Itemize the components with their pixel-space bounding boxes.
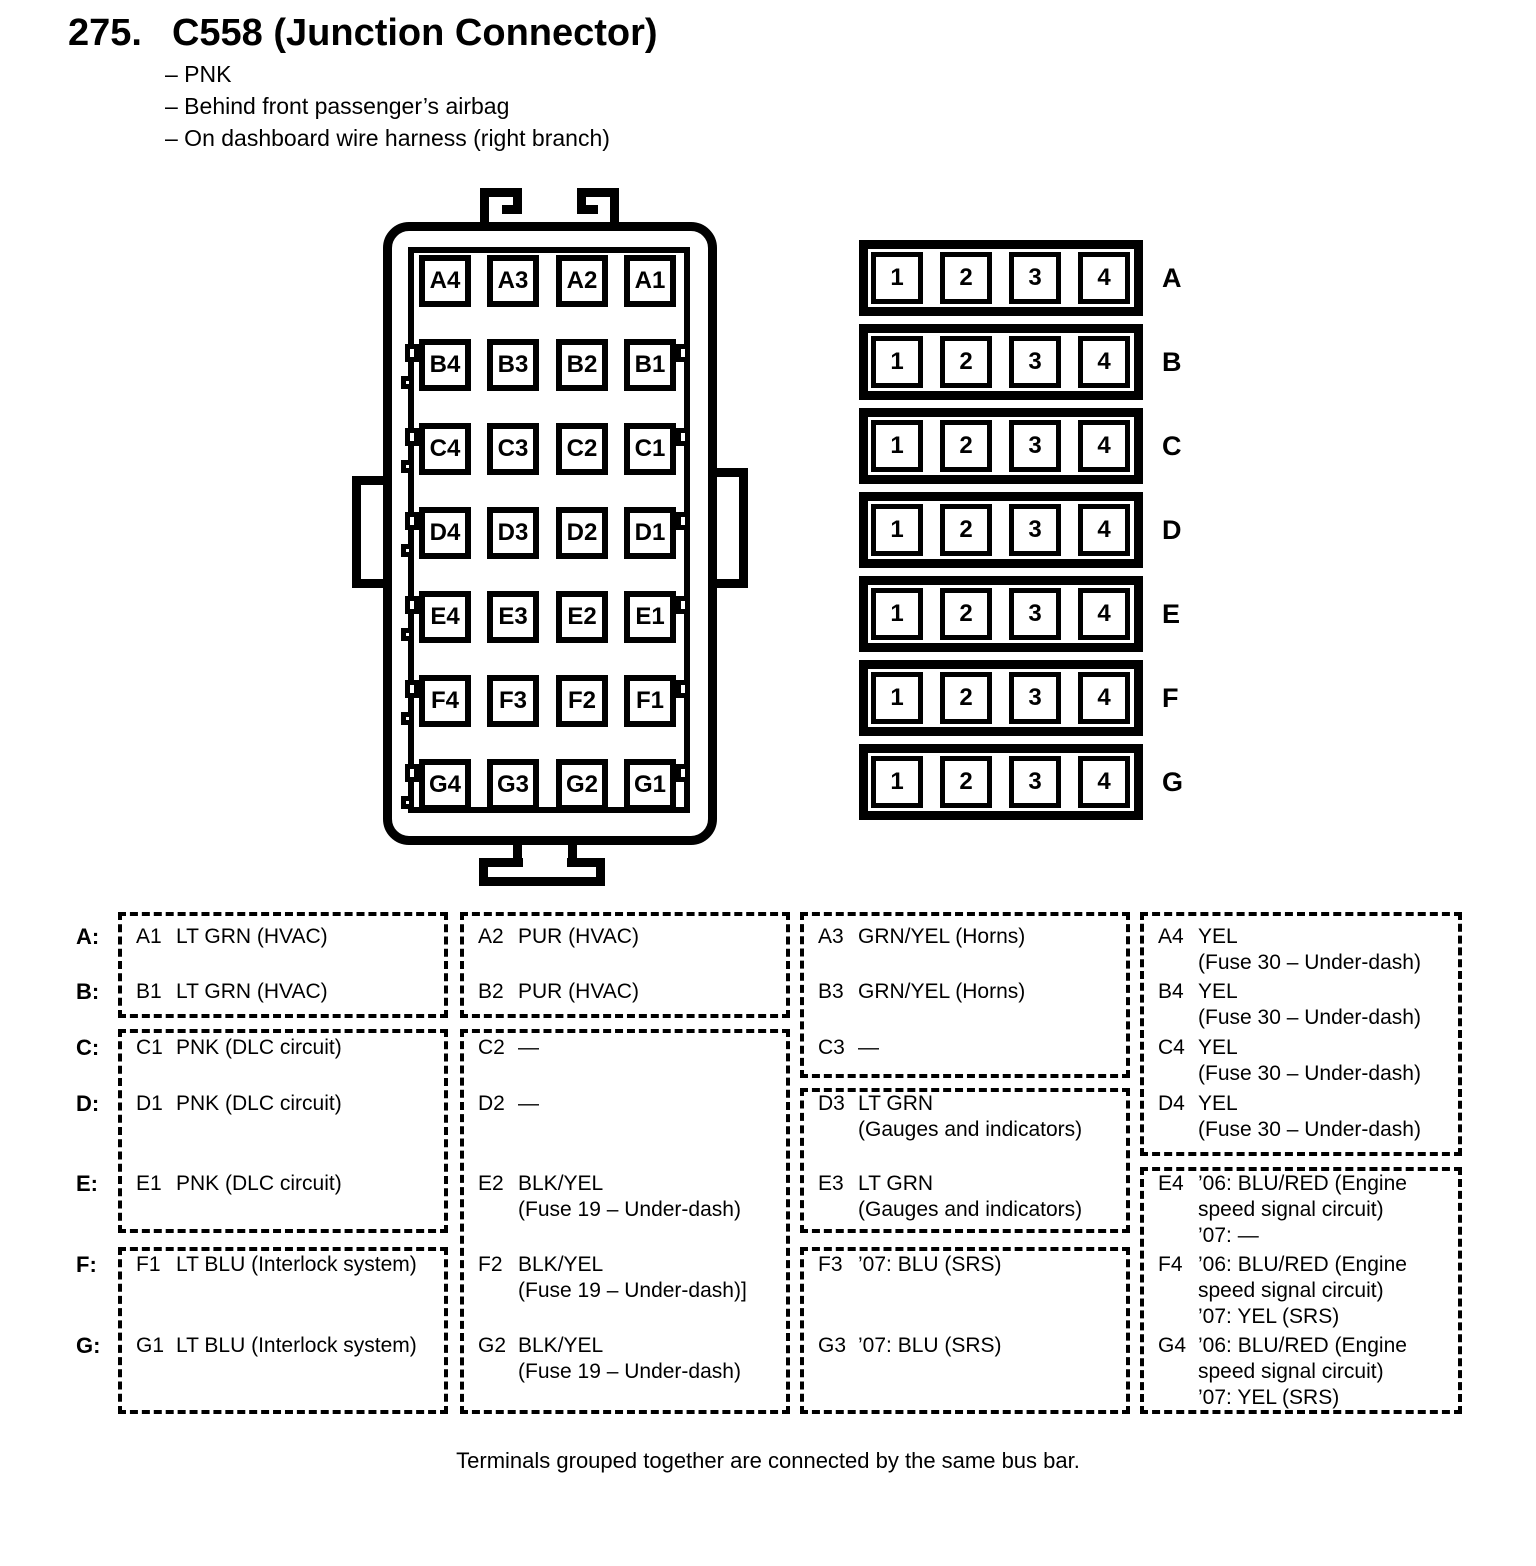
terminal-code: D1 — [136, 1092, 163, 1115]
rear-row-letter-E: E — [1162, 599, 1181, 629]
front-cell-D2: D2 — [556, 507, 608, 559]
terminal-code: A3 — [818, 925, 844, 948]
front-cell-F2: F2 — [556, 675, 608, 727]
terminal-code: C3 — [818, 1036, 845, 1059]
bus-entry-B1 — [136, 979, 328, 1005]
terminal-desc: BLK/YEL (Fuse 19 – Under-dash) — [518, 1334, 741, 1383]
rear-cell-D1: 1 — [871, 504, 923, 556]
terminal-desc: LT BLU (Interlock system) — [176, 1253, 417, 1276]
terminal-desc: LT GRN (Gauges and indicators) — [858, 1172, 1083, 1221]
terminal-code: C2 — [478, 1036, 505, 1059]
rear-cell-F1: 1 — [871, 672, 923, 724]
terminal-code: F2 — [478, 1253, 503, 1276]
terminal-code: G2 — [478, 1334, 507, 1357]
page-title — [68, 12, 658, 55]
terminal-desc: LT BLU (Interlock system) — [176, 1334, 417, 1357]
rear-cell-C3: 3 — [1009, 420, 1061, 472]
terminal-desc: ’06: BLU/RED (Engine speed signal circuit) ’07: YEL (SRS) — [1198, 1334, 1407, 1409]
front-cell-G4: G4 — [419, 759, 471, 811]
terminal-desc: BLK/YEL (Fuse 19 – Under-dash) — [518, 1172, 741, 1221]
front-cell-A3: A3 — [487, 255, 539, 307]
front-cell-C4: C4 — [419, 423, 471, 475]
front-cell-A4: A4 — [419, 255, 471, 307]
mount-bracket-right — [716, 579, 748, 588]
terminal-tab-nub — [676, 428, 690, 446]
rear-cell-E3: 3 — [1009, 588, 1061, 640]
terminal-desc: ’07: BLU (SRS) — [858, 1334, 1002, 1357]
terminal-code: A2 — [478, 925, 504, 948]
rear-cell-B2: 2 — [940, 336, 992, 388]
front-cell-D1: D1 — [624, 507, 676, 559]
bus-entry-E3 — [818, 1171, 1082, 1223]
rear-cell-G4: 4 — [1078, 756, 1130, 808]
bus-row-label-D: D: — [76, 1091, 100, 1116]
terminal-tab-nub — [676, 512, 690, 530]
terminal-desc: PUR (HVAC) — [518, 925, 639, 948]
bus-row-label-F: F: — [76, 1252, 97, 1277]
terminal-tab-nub — [405, 344, 419, 362]
terminal-desc: LT GRN (HVAC) — [176, 925, 328, 948]
terminal-desc: YEL (Fuse 30 – Under-dash) — [1198, 925, 1421, 974]
front-cell-F1: F1 — [624, 675, 676, 727]
rear-row-letter-F: F — [1162, 683, 1179, 713]
terminal-code: D4 — [1158, 1092, 1185, 1115]
front-cell-B2: B2 — [556, 339, 608, 391]
bus-entry-E2 — [478, 1171, 741, 1223]
terminal-tab-nub — [676, 596, 690, 614]
front-cell-E2: E2 — [556, 591, 608, 643]
figure-number: 275. — [68, 12, 142, 54]
bus-entry-A2 — [478, 924, 639, 950]
bus-entry-B3 — [818, 979, 1025, 1005]
terminal-code: B4 — [1158, 980, 1184, 1003]
connector-notes — [165, 58, 610, 154]
mount-foot — [513, 845, 577, 858]
terminal-code: F4 — [1158, 1253, 1183, 1276]
wall-notch — [401, 628, 414, 641]
terminal-desc: YEL (Fuse 30 – Under-dash) — [1198, 1036, 1421, 1085]
note-wire-color: – PNK — [165, 61, 232, 87]
bus-entry-G2 — [478, 1333, 741, 1385]
front-cell-D4: D4 — [419, 507, 471, 559]
terminal-desc: ’06: BLU/RED (Engine speed signal circuit) ’07: — — [1198, 1172, 1407, 1247]
front-cell-E4: E4 — [419, 591, 471, 643]
wall-notch — [401, 796, 414, 809]
front-cell-E3: E3 — [487, 591, 539, 643]
front-cell-D3: D3 — [487, 507, 539, 559]
connector-name: C558 (Junction Connector) — [171, 12, 658, 54]
rear-row-letter-A: A — [1162, 263, 1182, 293]
terminal-code: C4 — [1158, 1036, 1185, 1059]
bus-entry-G3 — [818, 1333, 1002, 1359]
rear-cell-B1: 1 — [871, 336, 923, 388]
front-cell-A2: A2 — [556, 255, 608, 307]
wall-notch — [401, 376, 414, 389]
bus-row-label-B: B: — [76, 979, 100, 1004]
bus-entry-G1 — [136, 1333, 417, 1359]
top-latch-right — [586, 205, 598, 214]
terminal-tab-nub — [405, 596, 419, 614]
rear-cell-A2: 2 — [940, 252, 992, 304]
rear-cell-A4: 4 — [1078, 252, 1130, 304]
note-harness: – On dashboard wire harness (right branch) — [165, 125, 610, 151]
terminal-code: A4 — [1158, 925, 1184, 948]
bus-entry-D2 — [478, 1091, 539, 1117]
wall-notch — [401, 544, 414, 557]
rear-cell-F2: 2 — [940, 672, 992, 724]
terminal-code: G4 — [1158, 1334, 1187, 1357]
bus-entry-F2 — [478, 1252, 747, 1304]
rear-cell-D2: 2 — [940, 504, 992, 556]
terminal-desc: BLK/YEL (Fuse 19 – Under-dash)] — [518, 1253, 747, 1302]
terminal-code: B2 — [478, 980, 504, 1003]
bus-entry-A3 — [818, 924, 1025, 950]
terminal-desc: — — [518, 1092, 539, 1115]
terminal-code: G1 — [136, 1334, 165, 1357]
bus-row-label-E: E: — [76, 1171, 98, 1196]
mount-bracket-left — [352, 579, 384, 588]
rear-cell-D4: 4 — [1078, 504, 1130, 556]
terminal-code: E3 — [818, 1172, 844, 1195]
terminal-code: E1 — [136, 1172, 162, 1195]
mount-foot — [523, 858, 567, 867]
terminal-code: A1 — [136, 925, 162, 948]
mount-bracket-right — [739, 468, 748, 588]
terminal-tab-nub — [405, 680, 419, 698]
bus-entry-B2 — [478, 979, 639, 1005]
front-cell-B3: B3 — [487, 339, 539, 391]
bus-entry-E4 — [1158, 1171, 1407, 1249]
front-cell-F3: F3 — [487, 675, 539, 727]
bus-row-label-G: G: — [76, 1333, 101, 1358]
terminal-desc: PNK (DLC circuit) — [176, 1036, 342, 1059]
front-cell-C3: C3 — [487, 423, 539, 475]
rear-cell-G1: 1 — [871, 756, 923, 808]
bus-entry-A4 — [1158, 924, 1421, 976]
bus-entry-F1 — [136, 1252, 417, 1278]
front-cell-A1: A1 — [624, 255, 676, 307]
rear-row-letter-D: D — [1162, 515, 1182, 545]
rear-cell-E4: 4 — [1078, 588, 1130, 640]
terminal-desc: — — [518, 1036, 539, 1059]
rear-cell-A1: 1 — [871, 252, 923, 304]
terminal-desc: PNK (DLC circuit) — [176, 1172, 342, 1195]
bus-row-label-C: C: — [76, 1035, 100, 1060]
rear-cell-E1: 1 — [871, 588, 923, 640]
terminal-code: F1 — [136, 1253, 161, 1276]
bus-entry-F3 — [818, 1252, 1002, 1278]
terminal-code: G3 — [818, 1334, 847, 1357]
terminal-desc: ’06: BLU/RED (Engine speed signal circuit) ’07: YEL (SRS) — [1198, 1253, 1407, 1328]
rear-cell-C2: 2 — [940, 420, 992, 472]
note-location: – Behind front passenger’s airbag — [165, 93, 510, 119]
top-latch-left — [513, 188, 522, 214]
front-cell-C1: C1 — [624, 423, 676, 475]
front-cell-E1: E1 — [624, 591, 676, 643]
bus-entry-A1 — [136, 924, 328, 950]
bus-row-label-A: A: — [76, 924, 100, 949]
front-cell-B4: B4 — [419, 339, 471, 391]
terminal-code: D3 — [818, 1092, 845, 1115]
front-cell-C2: C2 — [556, 423, 608, 475]
top-latch-left — [502, 205, 514, 214]
front-cell-G1: G1 — [624, 759, 676, 811]
mount-bracket-left — [352, 476, 361, 588]
front-cell-B1: B1 — [624, 339, 676, 391]
terminal-desc: GRN/YEL (Horns) — [858, 980, 1026, 1003]
rear-row-letter-C: C — [1162, 431, 1182, 461]
bus-entry-E1 — [136, 1171, 342, 1197]
bus-entry-D3 — [818, 1091, 1082, 1143]
rear-row-letter-G: G — [1162, 767, 1184, 797]
wall-notch — [401, 712, 414, 725]
terminal-desc: YEL (Fuse 30 – Under-dash) — [1198, 980, 1421, 1029]
rear-cell-A3: 3 — [1009, 252, 1061, 304]
terminal-tab-nub — [405, 764, 419, 782]
rear-cell-F3: 3 — [1009, 672, 1061, 724]
bus-entry-D1 — [136, 1091, 342, 1117]
rear-row-letter-B: B — [1162, 347, 1182, 377]
rear-cell-C1: 1 — [871, 420, 923, 472]
front-cell-G3: G3 — [487, 759, 539, 811]
terminal-desc: LT GRN (HVAC) — [176, 980, 328, 1003]
terminal-code: E2 — [478, 1172, 504, 1195]
terminal-code: B3 — [818, 980, 844, 1003]
rear-cell-B4: 4 — [1078, 336, 1130, 388]
rear-cell-E2: 2 — [940, 588, 992, 640]
terminal-tab-nub — [676, 764, 690, 782]
bus-entry-B4 — [1158, 979, 1421, 1031]
bus-entry-C2 — [478, 1035, 539, 1061]
rear-cell-F4: 4 — [1078, 672, 1130, 724]
bus-entry-D4 — [1158, 1091, 1421, 1143]
front-cell-G2: G2 — [556, 759, 608, 811]
terminal-tab-nub — [676, 680, 690, 698]
bus-entry-G4 — [1158, 1333, 1407, 1411]
terminal-code: F3 — [818, 1253, 843, 1276]
terminal-tab-nub — [405, 428, 419, 446]
terminal-code: C1 — [136, 1036, 163, 1059]
terminal-desc: PNK (DLC circuit) — [176, 1092, 342, 1115]
terminal-code: B1 — [136, 980, 162, 1003]
rear-cell-G2: 2 — [940, 756, 992, 808]
terminal-desc: LT GRN (Gauges and indicators) — [858, 1092, 1083, 1141]
bus-bar-footnote: Terminals grouped together are connected by the same bus bar. — [456, 1448, 1080, 1473]
terminal-desc: PUR (HVAC) — [518, 980, 639, 1003]
terminal-desc: ’07: BLU (SRS) — [858, 1253, 1002, 1276]
rear-cell-C4: 4 — [1078, 420, 1130, 472]
rear-cell-G3: 3 — [1009, 756, 1061, 808]
terminal-desc: YEL (Fuse 30 – Under-dash) — [1198, 1092, 1421, 1141]
bus-entry-C4 — [1158, 1035, 1421, 1087]
rear-cell-B3: 3 — [1009, 336, 1061, 388]
rear-cell-D3: 3 — [1009, 504, 1061, 556]
terminal-tab-nub — [676, 344, 690, 362]
terminal-code: E4 — [1158, 1172, 1184, 1195]
front-cell-F4: F4 — [419, 675, 471, 727]
wall-notch — [401, 460, 414, 473]
top-latch-right — [577, 188, 586, 214]
bus-entry-C1 — [136, 1035, 342, 1061]
terminal-desc: GRN/YEL (Horns) — [858, 925, 1026, 948]
bus-entry-F4 — [1158, 1252, 1407, 1330]
terminal-desc: — — [858, 1036, 879, 1059]
terminal-code: D2 — [478, 1092, 505, 1115]
terminal-tab-nub — [405, 512, 419, 530]
bus-entry-C3 — [818, 1035, 879, 1061]
